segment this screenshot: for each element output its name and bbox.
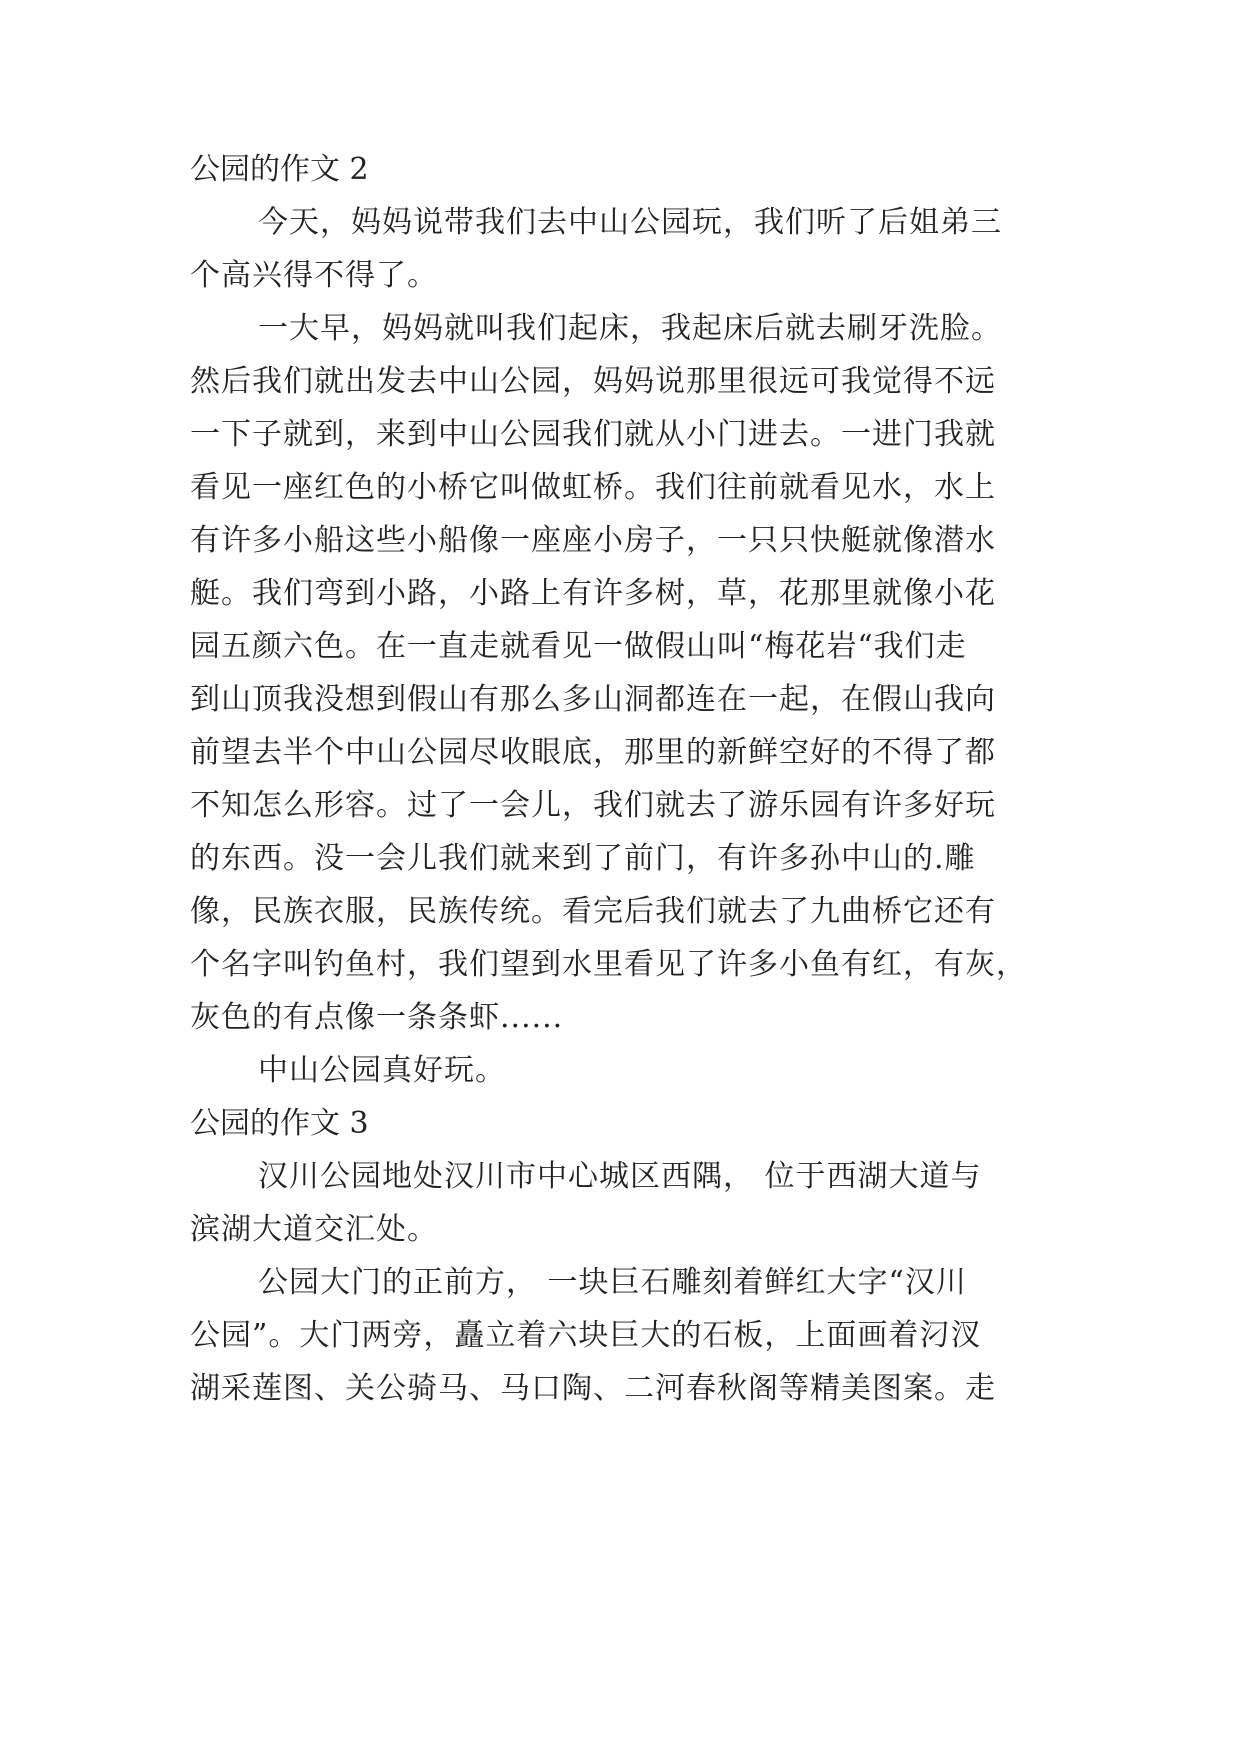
paragraph-line: 个名字叫钓鱼村，我们望到水里看见了许多小鱼有红，有灰， <box>190 947 1027 982</box>
paragraph-line: 不知怎么形容。过了一会儿，我们就去了游乐园有许多好玩 <box>190 788 996 823</box>
paragraph-line: 中山公园真好玩。 <box>258 1053 506 1088</box>
paragraph-line: 湖采莲图、关公骑马、马口陶、二河春秋阁等精美图案。走 <box>190 1371 996 1406</box>
paragraph-line: 的东西。没一会儿我们就来到了前门，有许多孙中山的.雕 <box>190 841 976 876</box>
paragraph-line: 一大早，妈妈就叫我们起床，我起床后就去刷牙洗脸。 <box>258 311 1002 346</box>
paragraph-line: 然后我们就出发去中山公园，妈妈说那里很远可我觉得不远 <box>190 364 996 399</box>
section-heading: 公园的作文 3 <box>190 1106 369 1141</box>
paragraph-line: 汉川公园地处汉川市中心城区西隅， 位于西湖大道与 <box>258 1159 982 1194</box>
paragraph-line: 看见一座红色的小桥它叫做虹桥。我们往前就看见水，水上 <box>190 470 996 505</box>
paragraph-line: 公园”。大门两旁，矗立着六块巨大的石板，上面画着汈汊 <box>190 1318 982 1353</box>
paragraph-line: 今天，妈妈说带我们去中山公园玩，我们听了后姐弟三 <box>258 205 1002 240</box>
paragraph-line: 灰色的有点像一条条虾...... <box>190 1000 564 1035</box>
paragraph-line: 滨湖大道交汇处。 <box>190 1212 438 1247</box>
paragraph-line: 有许多小船这些小船像一座座小房子，一只只快艇就像潜水 <box>190 523 996 558</box>
paragraph-line: 到山顶我没想到假山有那么多山洞都连在一起，在假山我向 <box>190 682 996 717</box>
paragraph-line: 一下子就到，来到中山公园我们就从小门进去。一进门我就 <box>190 417 996 452</box>
paragraph-line: 园五颜六色。在一直走就看见一做假山叫“梅花岩“我们走 <box>190 629 967 664</box>
paragraph-line: 像，民族衣服，民族传统。看完后我们就去了九曲桥它还有 <box>190 894 996 929</box>
section-heading: 公园的作文 2 <box>190 152 369 187</box>
paragraph-line: 前望去半个中山公园尽收眼底，那里的新鲜空好的不得了都 <box>190 735 996 770</box>
paragraph-line: 公园大门的正前方， 一块巨石雕刻着鲜红大字“汉川 <box>258 1265 967 1300</box>
paragraph-line: 个高兴得不得了。 <box>190 258 438 293</box>
paragraph-line: 艇。我们弯到小路，小路上有许多树，草，花那里就像小花 <box>190 576 996 611</box>
